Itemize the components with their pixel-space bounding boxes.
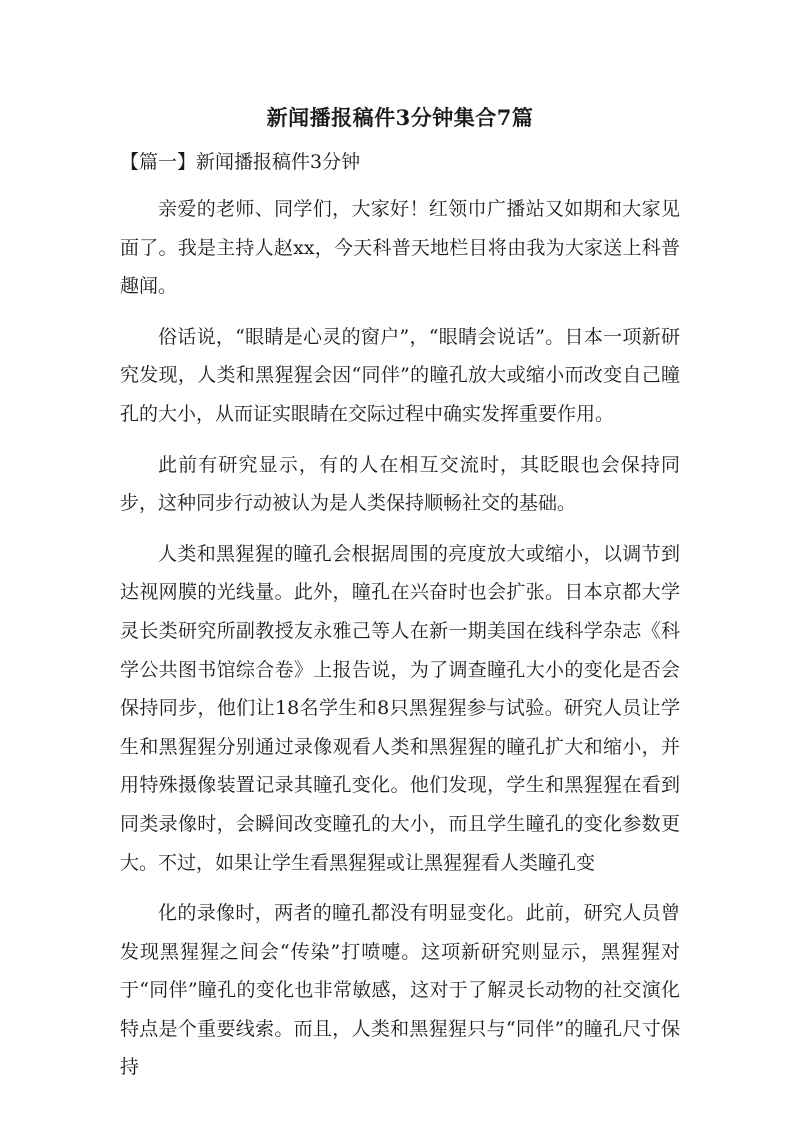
section-heading: 【篇一】新闻播报稿件3分钟 bbox=[120, 151, 361, 173]
paragraph-experiment: 人类和黑猩猩的瞳孔会根据周围的亮度放大或缩小，以调节到达视网膜的光线量。此外，瞳孔在兴奋时也会扩张。日本京都大学灵长类研究所副教授友永雅己等人在新一期美国在线科学杂志《科学公共图书馆综合卷》上报告说，为了调查瞳孔大小的变化是否会保持同步，他们让18名学生和8只黑猩猩参与试验。研究人员让学生和黑猩猩分别通过录像观看人类和黑猩猩的瞳孔扩大和缩小，并用特殊摄像装置记录其瞳孔变化。他们发现，学生和黑猩猩在看到同类录像时，会瞬间改变瞳孔的大小，而且学生瞳孔的变化参数更大。不过，如果让学生看黑猩猩或让黑猩猩看人类瞳孔变 bbox=[120, 542, 680, 874]
paragraph-findings: 化的录像时，两者的瞳孔都没有明显变化。此前，研究人员曾发现黑猩猩之间会“传染”打喷嚏。这项新研究则显示，黑猩猩对于“同伴”瞳孔的变化也非常敏感，这对于了解灵长动物的社交演化特点是个重要线索。而且，人类和黑猩猩只与“同伴”的瞳孔尺寸保持 bbox=[120, 902, 680, 1079]
article-body bbox=[120, 190, 680, 1087]
paragraph-previous-research: 此前有研究显示，有的人在相互交流时，其眨眼也会保持同步，这种同步行动被认为是人类保持顺畅社交的基础。 bbox=[120, 453, 680, 515]
paragraph-greeting: 亲爱的老师、同学们，大家好！红领巾广播站又如期和大家见面了。我是主持人赵xx，今天科普天地栏目将由我为大家送上科普趣闻。 bbox=[120, 198, 680, 298]
paragraph-proverb: 俗话说，“眼睛是心灵的窗户”，“眼睛会说话”。日本一项新研究发现，人类和黑猩猩会因“同伴”的瞳孔放大或缩小而改变自己瞳孔的大小，从而证实眼睛在交际过程中确实发挥重要作用。 bbox=[120, 325, 680, 425]
document-title: 新闻播报稿件3分钟集合7篇 bbox=[266, 105, 534, 130]
